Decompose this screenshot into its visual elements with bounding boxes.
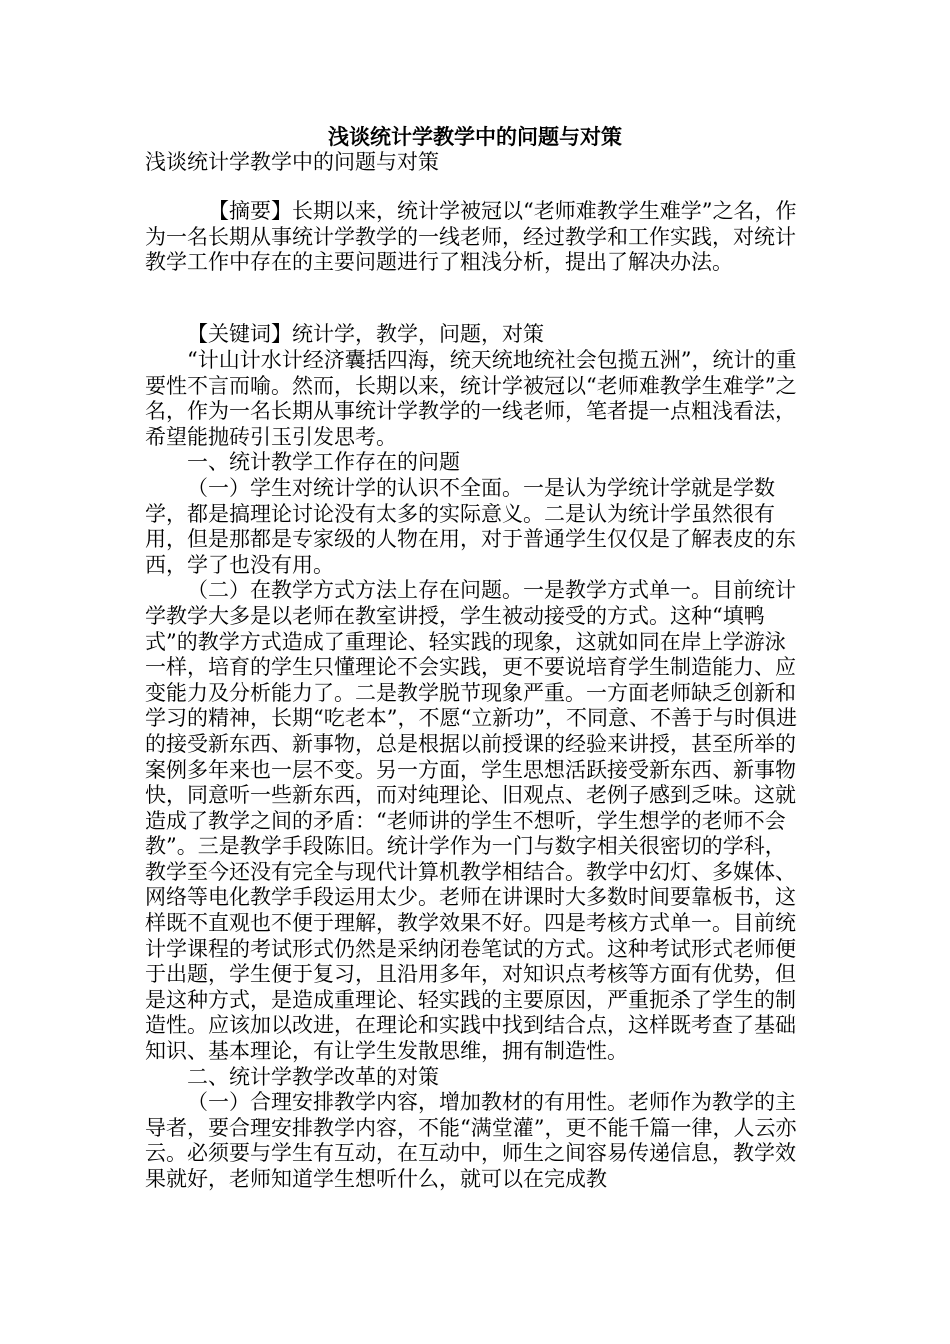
intro-paragraph: “计山计水计经济囊括四海，统天统地统社会包揽五洲”，统计的重要性不言而喻。然而，长期以来，统计学被冠以“老师难教学生难学”之名，作为一名长期从事统计学教学的一线老师，笔者提一点粗浅看法，希望能抛砖引玉引发思考。 [145, 348, 797, 449]
section-2-paragraph-1: （一）合理安排教学内容，增加教材的有用性。老师作为教学的主导者，要合理安排教学内容，不能“满堂灌”，更不能千篇一律，人云亦云。必须要与学生有互动，在互动中，师生之间容易传递信息，教学效果就好，老师知道学生想听什么，就可以在完成教 [145, 1090, 797, 1191]
abstract-paragraph: 【摘要】长期以来，统计学被冠以“老师难教学生难学”之名，作为一名长期从事统计学教学的一线老师，经过教学和工作实践，对统计教学工作中存在的主要问题进行了粗浅分析，提出了解决办法。 [145, 199, 797, 275]
document-title: 浅谈统计学教学中的问题与对策 [328, 125, 622, 149]
section-1-heading: 一、统计教学工作存在的问题 [187, 450, 460, 475]
section-2-heading: 二、统计学教学改革的对策 [187, 1064, 439, 1089]
section-1-paragraph-1: （一）学生对统计学的认识不全面。一是认为学统计学就是学数学，都是搞理论讨论没有太多的实际意义。二是认为统计学虽然很有用，但是那都是专家级的人物在用，对于普通学生仅仅是了解表皮的东西，学了也没有用。 [145, 475, 796, 577]
keywords-line: 【关键词】统计学，教学，问题，对策 [187, 322, 544, 346]
document-subtitle: 浅谈统计学教学中的问题与对策 [145, 150, 439, 174]
document-body [145, 348, 805, 1193]
section-1-paragraph-2: （二）在教学方式方法上存在问题。一是教学方式单一。目前统计学教学大多是以老师在教室讲授，学生被动接受的方式。这种“填鸭式”的教学方式造成了重理论、轻实践的现象，这就如同在岸上学游泳一样，培育的学生只懂理论不会实践，更不要说培育学生制造能力、应变能力及分析能力了。二是教学脱节现象严重。一方面老师缺乏创新和学习的精神，长期“吃老本”，不愿“立新功”，不同意、不善于与时俱进的接受新东西、新事物，总是根据以前授课的经验来讲授，甚至所举的案例多年来也一层不变。另一方面，学生思想活跃接受新东西、新事物快，同意听一些新东西，而对纯理论、旧观点、老例子感到乏味。这就造成了教学之间的矛盾：“老师讲的学生不想听，学生想学的老师不会教”。三是教学手段陈旧。统计学作为一门与数字相关很密切的学科，教学至今还没有完全与现代计算机教学相结合。教学中幻灯、多媒体、网络等电化教学手段运用太少。老师在讲课时大多数时间要靠板书，这样既不直观也不便于理解，教学效果不好。四是考核方式单一。目前统计学课程的考试形式仍然是采纳闭卷笔试的方式。这种考试形式老师便于出题，学生便于复习，且沿用多年，对知识点考核等方面有优势，但是这种方式，是造成重理论、轻实践的主要原因，严重扼杀了学生的制造性。应该加以改进，在理论和实践中找到结合点，这样既考查了基础知识、基本理论，有让学生发散思维，拥有制造性。 [145, 578, 797, 1064]
